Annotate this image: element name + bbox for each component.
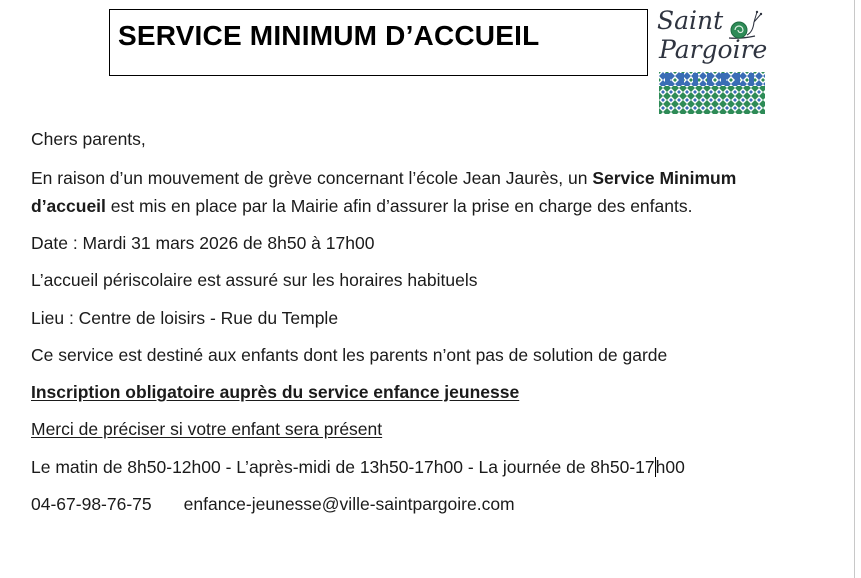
logo xyxy=(657,6,767,116)
intro-bold-accueil: d’accueil xyxy=(31,196,106,216)
intro-paragraph xyxy=(31,164,736,220)
logo-pattern xyxy=(659,72,765,114)
page-title: SERVICE MINIMUM D’ACCUEIL xyxy=(118,20,540,51)
destinataires-line: Ce service est destiné aux enfants dont les parents n’ont pas de solution de garde xyxy=(31,345,668,365)
greeting: Chers parents, xyxy=(31,129,146,149)
logo-text-pargoire: Pargoire xyxy=(659,35,768,64)
date-line: Date : Mardi 31 mars 2026 de 8h50 à 17h00 xyxy=(31,233,375,253)
contact-line xyxy=(31,490,515,518)
title-box xyxy=(109,9,648,76)
horaires-text-end: h00 xyxy=(655,457,685,477)
email-address: enfance-jeunesse@ville-saintpargoire.com xyxy=(183,494,515,514)
horaires-text: Le matin de 8h50-12h00 - L’après-midi de 13h50-17h00 - La journée de 8h50-17 xyxy=(31,457,655,477)
inscription-line: Inscription obligatoire auprès du service enfance jeunesse xyxy=(31,382,520,402)
intro-text-end: est mis en place par la Mairie afin d’assurer la prise en charge des enfants. xyxy=(105,196,693,216)
intro-bold-service: Service Minimum xyxy=(592,168,737,188)
lieu-line: Lieu : Centre de loisirs - Rue du Temple xyxy=(31,308,339,328)
phone-number: 04-67-98-76-75 xyxy=(31,494,152,514)
periscolaire-line: L’accueil périscolaire est assuré sur les horaires habituels xyxy=(31,270,478,290)
intro-text-start: En raison d’un mouvement de grève concernant l’école Jean Jaurès, un xyxy=(31,168,593,188)
merci-line: Merci de préciser si votre enfant sera présent xyxy=(31,419,383,439)
page-edge xyxy=(854,0,855,578)
horaires-line xyxy=(31,453,685,481)
logo-text-saint: Saint xyxy=(657,6,724,35)
